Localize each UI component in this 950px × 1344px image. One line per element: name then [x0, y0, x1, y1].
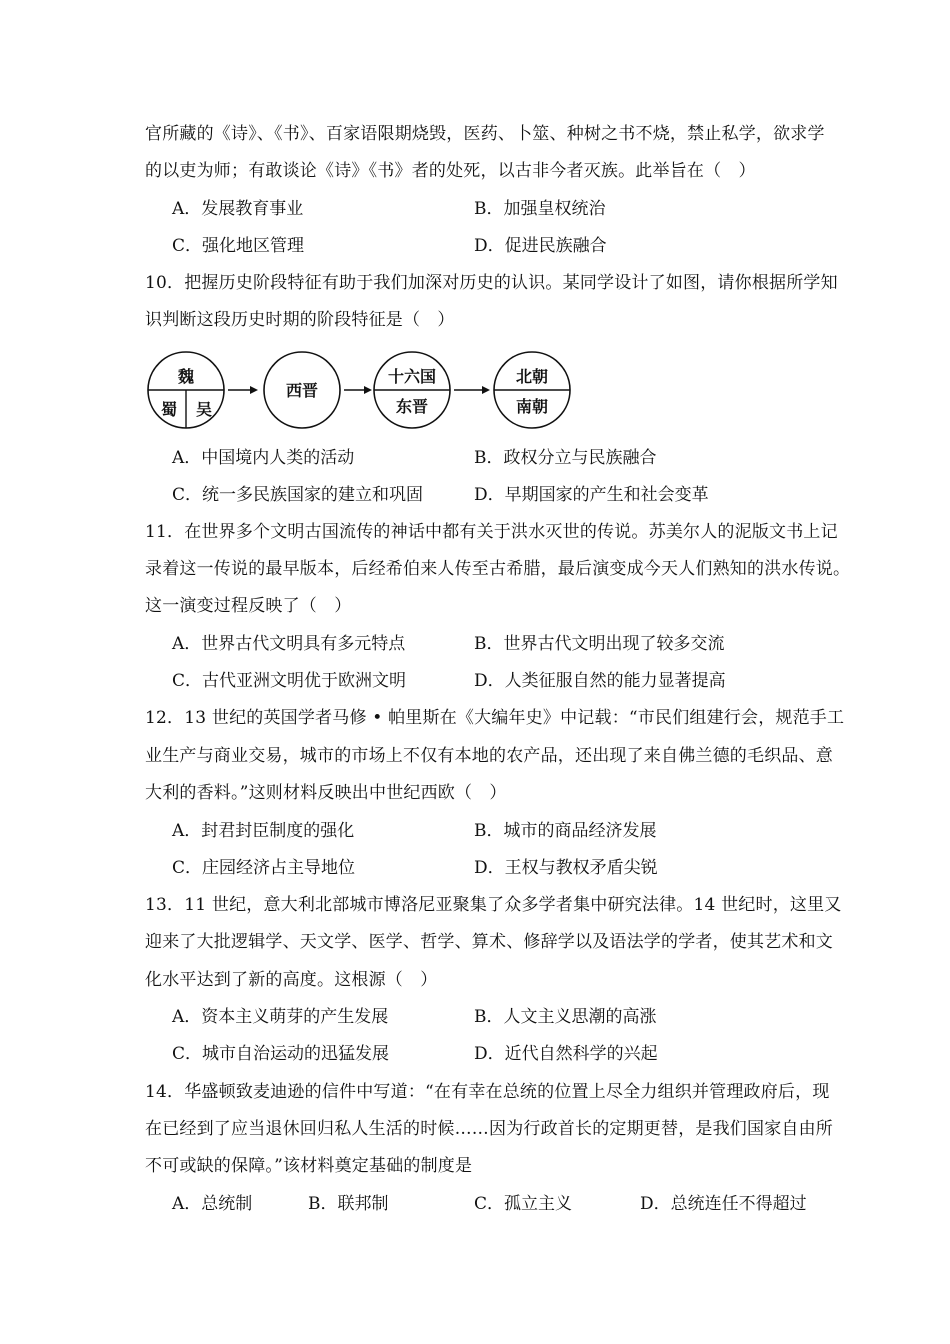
q11-option-a[interactable]: A．世界古代文明具有多元特点 — [172, 634, 406, 654]
q9-option-d[interactable]: D．促进民族融合 — [474, 236, 607, 256]
q14-option-d[interactable]: D．总统连任不得超过 — [640, 1194, 807, 1214]
history-periods-diagram — [140, 346, 590, 436]
q9-option-c[interactable]: C．强化地区管理 — [172, 236, 305, 256]
q12-line-1: 12．13 世纪的英国学者马修 • 帕里斯在《大编年史》中记载：“市民们组建行会，规范手工 — [145, 708, 845, 728]
southern-dynasties-label: 南朝 — [515, 397, 549, 416]
q13-option-b[interactable]: B．人文主义思潮的高涨 — [474, 1007, 657, 1027]
q10-option-c[interactable]: C．统一多民族国家的建立和巩固 — [172, 485, 424, 505]
arrow-3 — [454, 386, 490, 394]
q12-option-d[interactable]: D．王权与教权矛盾尖锐 — [474, 858, 658, 878]
q10-option-a[interactable]: A．中国境内人类的活动 — [172, 448, 355, 468]
sixteen-kingdoms-label: 十六国 — [387, 367, 437, 386]
q14-option-c[interactable]: C．孤立主义 — [474, 1194, 573, 1214]
three-kingdoms-circle — [148, 352, 224, 428]
western-jin-label: 西晋 — [285, 381, 319, 400]
q11-line-1: 11．在世界多个文明古国流传的神话中都有关于洪水灭世的传说。苏美尔人的泥版文书上记 — [145, 522, 838, 542]
q9-option-a[interactable]: A．发展教育事业 — [172, 199, 304, 219]
q11-option-c[interactable]: C．古代亚洲文明优于欧洲文明 — [172, 671, 407, 691]
q12-option-a[interactable]: A．封君封臣制度的强化 — [172, 821, 355, 841]
q11-option-b[interactable]: B．世界古代文明出现了较多交流 — [474, 634, 725, 654]
q10-option-d[interactable]: D．早期国家的产生和社会变革 — [474, 485, 709, 505]
q10-option-b[interactable]: B．政权分立与民族融合 — [474, 448, 657, 468]
q11-option-d[interactable]: D．人类征服自然的能力显著提高 — [474, 671, 726, 691]
western-jin-circle — [264, 352, 340, 428]
wei-label: 魏 — [177, 367, 195, 386]
q14-option-b[interactable]: B．联邦制 — [308, 1194, 389, 1214]
q13-option-c[interactable]: C．城市自治运动的迅猛发展 — [172, 1044, 390, 1064]
northern-dynasties-label: 北朝 — [515, 367, 549, 386]
q9-line-2: 的以吏为师；有敢谈论《诗》《书》者的处死，以古非今者灭族。此举旨在（ ） — [145, 161, 756, 181]
q11-line-3: 这一演变过程反映了（ ） — [145, 596, 352, 616]
arrow-1 — [228, 386, 258, 394]
q12-option-c[interactable]: C．庄园经济占主导地位 — [172, 858, 356, 878]
q14-option-a[interactable]: A．总统制 — [172, 1194, 253, 1214]
northern-southern-dynasties-circle — [494, 352, 570, 428]
shu-label: 蜀 — [160, 400, 178, 419]
q10-line-1: 10．把握历史阶段特征有助于我们加深对历史的认识。某同学设计了如图，请你根据所学知 — [145, 273, 838, 293]
q12-option-b[interactable]: B．城市的商品经济发展 — [474, 821, 657, 841]
q13-line-1: 13．11 世纪，意大利北部城市博洛尼亚聚集了众多学者集中研究法律。14 世纪时，这里又 — [145, 895, 842, 915]
q9-option-b[interactable]: B．加强皇权统治 — [474, 199, 606, 219]
q12-line-3: 大利的香料。”这则材料反映出中世纪西欧（ ） — [145, 783, 507, 803]
q13-option-d[interactable]: D．近代自然科学的兴起 — [474, 1044, 658, 1064]
q14-line-3: 不可或缺的保障。”该材料奠定基础的制度是 — [145, 1156, 473, 1176]
q13-line-2: 迎来了大批逻辑学、天文学、医学、哲学、算术、修辞学以及语法学的学者，使其艺术和文 — [145, 932, 833, 952]
q10-line-2: 识判断这段历史时期的阶段特征是（ ） — [145, 310, 455, 330]
wu-label: 吴 — [195, 400, 213, 419]
q13-option-a[interactable]: A．资本主义萌芽的产生发展 — [172, 1007, 389, 1027]
q9-line-1: 官所藏的《诗》、《书》、百家语限期烧毁，医药、卜筮、种树之书不烧，禁止私学，欲求学 — [145, 124, 825, 144]
q14-line-1: 14．华盛顿致麦迪逊的信件中写道：“在有幸在总统的位置上尽全力组织并管理政府后，现 — [145, 1082, 830, 1102]
q12-line-2: 业生产与商业交易，城市的市场上不仅有本地的农产品，还出现了来自佛兰德的毛织品、意 — [145, 746, 833, 766]
arrow-2 — [344, 386, 372, 394]
q13-line-3: 化水平达到了新的高度。这根源（ ） — [145, 970, 438, 990]
eastern-jin-label: 东晋 — [395, 397, 429, 416]
sixteen-kingdoms-circle — [374, 352, 450, 428]
q14-line-2: 在已经到了应当退休回归私人生活的时候……因为行政首长的定期更替，是我们国家自由所 — [145, 1119, 833, 1139]
q11-line-2: 录着这一传说的最早版本，后经希伯来人传至古希腊，最后演变成今天人们熟知的洪水传说。 — [145, 559, 851, 579]
